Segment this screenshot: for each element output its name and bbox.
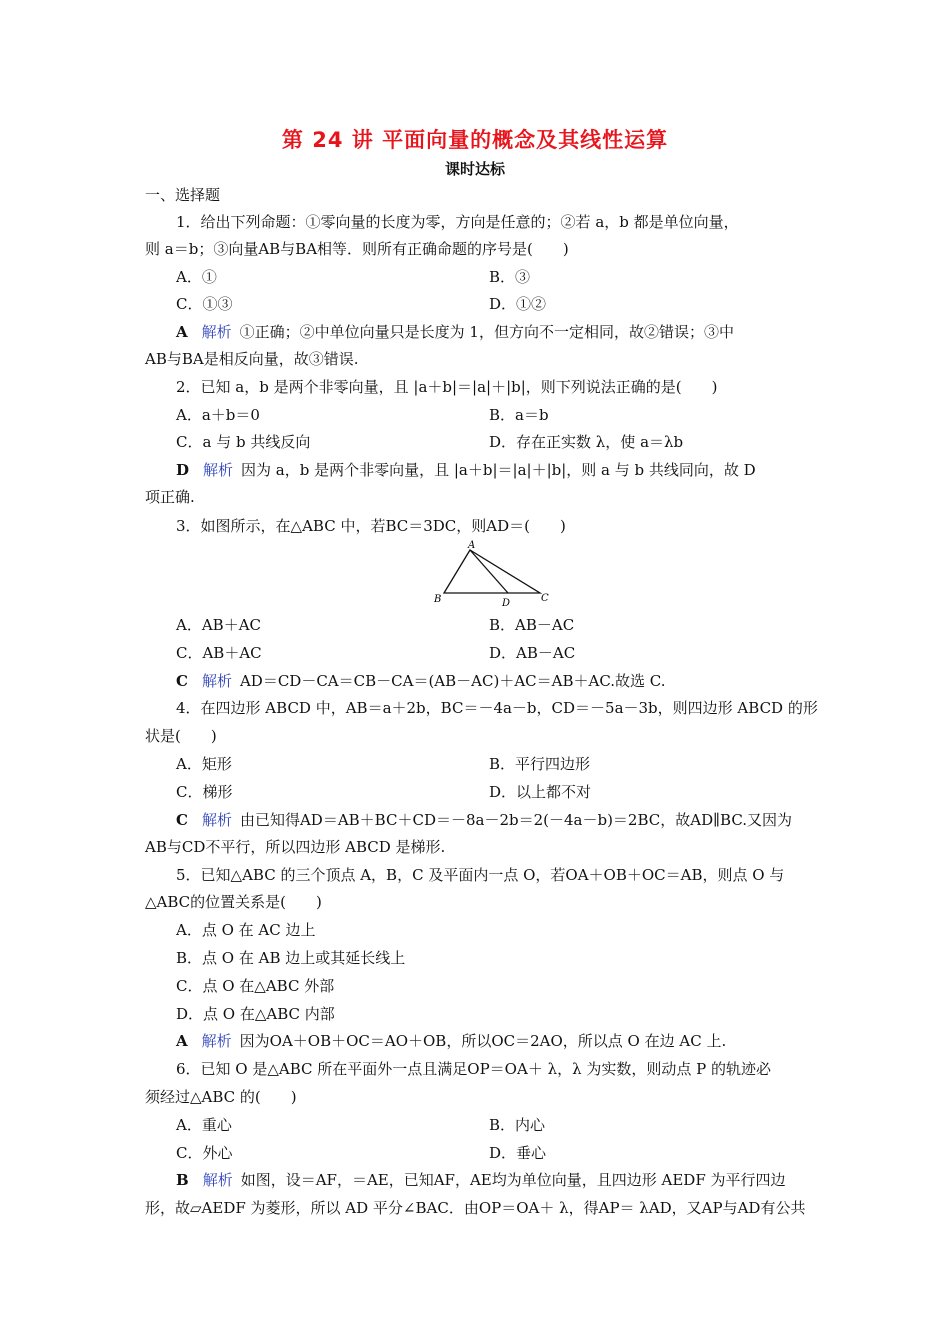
q3-option-d: D．AB－AC — [489, 644, 576, 662]
q3-stem-line1: 3．如图所示，在△ABC 中，若BC＝3DC，则AD＝( ) — [176, 517, 566, 535]
q5-analysis-label: 解析 — [201, 1032, 232, 1050]
q4-option-b: B．平行四边形 — [489, 755, 591, 773]
q2-analysis-label: 解析 — [203, 461, 234, 479]
q6-option-b: B．内心 — [489, 1116, 546, 1134]
q4-option-a: A．矩形 — [176, 755, 232, 773]
segment-ad — [470, 550, 508, 593]
q4-analysis-line1 — [176, 810, 792, 830]
page-subtitle: 课时达标 — [444, 160, 505, 178]
q3-answer: C — [176, 672, 188, 690]
q5-stem-line2: △ABC的位置关系是( ) — [145, 893, 322, 911]
q5-stem-line1: 5．已知△ABC 的三个顶点 A，B，C 及平面内一点 O，若OA＋OB＋OC＝AB，则点 O 与 — [176, 866, 785, 884]
triangle-figure — [430, 540, 560, 610]
q2-option-d: D．存在正实数 λ，使 a＝λb — [489, 433, 684, 451]
q3-analysis-line1 — [176, 671, 666, 691]
q6-analysis-line1 — [176, 1170, 786, 1190]
q5-option-d: D．点 O 在△ABC 内部 — [176, 1005, 335, 1023]
triangle-abc — [444, 550, 540, 593]
q4-stem-line1: 4．在四边形 ABCD 中，AB＝a＋2b，BC＝－4a－b，CD＝－5a－3b，则四边形 ABCD 的形 — [176, 699, 818, 717]
q1-analysis-line2: AB与BA是相反向量，故③错误. — [145, 350, 359, 368]
q2-option-b: B．a＝b — [489, 406, 549, 424]
label-c: C — [541, 593, 549, 604]
section-heading: 一、选择题 — [145, 186, 221, 204]
q4-analysis-text: 由已知得AD＝AB＋BC＋CD＝－8a－2b＝2(－4a－b)＝2BC，故AD∥BC.又因为 — [239, 811, 793, 829]
q6-stem-line2: 须经过△ABC 的( ) — [145, 1088, 297, 1106]
q6-answer: B — [176, 1171, 189, 1189]
q1-stem-line1: 1．给出下列命题：①零向量的长度为零，方向是任意的；②若 a，b 都是单位向量， — [176, 213, 739, 231]
q1-stem-line2: 则 a＝b；③向量AB与BA相等．则所有正确命题的序号是( ) — [145, 240, 569, 258]
page-title: 第 24 讲 平面向量的概念及其线性运算 — [281, 128, 669, 152]
q4-stem-line2: 状是( ) — [145, 727, 217, 745]
q4-option-d: D．以上都不对 — [489, 783, 592, 801]
q4-analysis-label: 解析 — [201, 811, 232, 829]
q3-analysis-text: AD＝CD－CA＝CB－CA＝(AB－AC)＋AC＝AB＋AC.故选 C. — [239, 672, 666, 690]
q2-analysis-line1 — [176, 460, 756, 480]
q3-option-a: A．AB＋AC — [176, 616, 261, 634]
q2-stem-line1: 2．已知 a，b 是两个非零向量，且 |a＋b|＝|a|＋|b|，则下列说法正确的是( ) — [176, 378, 718, 396]
label-a: A — [468, 540, 476, 551]
q6-option-d: D．垂心 — [489, 1144, 547, 1162]
label-b: B — [434, 594, 442, 605]
q6-analysis-text: 如图，设＝AF，＝AE，已知AF，AE均为单位向量，且四边形 AEDF 为平行四边 — [240, 1171, 786, 1189]
q6-analysis-label: 解析 — [202, 1171, 233, 1189]
q4-analysis-line2: AB与CD不平行，所以四边形 ABCD 是梯形. — [145, 838, 446, 856]
q3-analysis-label: 解析 — [201, 672, 232, 690]
q1-option-b: B．③ — [489, 268, 531, 286]
q5-analysis-text: 因为OA＋OB＋OC＝AO＋OB，所以OC＝2AO，所以点 O 在边 AC 上. — [239, 1032, 727, 1050]
q1-analysis-text: ①正确；②中单位向量只是长度为 1，但方向不一定相同，故②错误；③中 — [239, 323, 734, 341]
q1-analysis-label: 解析 — [201, 323, 232, 341]
q2-analysis-line2: 项正确. — [145, 488, 195, 506]
q3-option-c: C．AB＋AC — [176, 644, 262, 662]
q2-option-a: A．a＋b＝0 — [176, 406, 260, 424]
q5-option-b: B．点 O 在 AB 边上或其延长线上 — [176, 949, 406, 967]
label-d: D — [502, 598, 511, 609]
q6-option-a: A．重心 — [176, 1116, 232, 1134]
q2-analysis-text: 因为 a，b 是两个非零向量，且 |a＋b|＝|a|＋|b|，则 a 与 b 共线同向，故 D — [241, 461, 756, 479]
q5-answer: A — [176, 1032, 188, 1050]
q4-answer: C — [176, 811, 188, 829]
q6-analysis-line2: 形，故▱AEDF 为菱形，所以 AD 平分∠BAC．由OP＝OA＋ λ，得AP＝ λAD，又AP与AD有公共 — [145, 1199, 806, 1217]
q5-analysis-line1 — [176, 1031, 726, 1051]
q5-option-a: A．点 O 在 AC 边上 — [176, 921, 316, 939]
q1-option-d: D．①② — [489, 295, 547, 313]
q2-option-c: C．a 与 b 共线反向 — [176, 433, 311, 451]
q1-option-c: C．①③ — [176, 295, 233, 313]
q3-option-b: B．AB－AC — [489, 616, 575, 634]
q1-option-a: A．① — [176, 268, 217, 286]
q2-answer: D — [176, 461, 190, 479]
q1-answer: A — [176, 323, 188, 341]
q5-option-c: C．点 O 在△ABC 外部 — [176, 977, 335, 995]
q1-analysis-line1 — [176, 322, 734, 342]
q6-option-c: C．外心 — [176, 1144, 233, 1162]
q6-stem-line1: 6．已知 O 是△ABC 所在平面外一点且满足OP＝OA＋ λ，λ 为实数，则动点 P 的轨迹必 — [176, 1060, 771, 1078]
q4-option-c: C．梯形 — [176, 783, 233, 801]
